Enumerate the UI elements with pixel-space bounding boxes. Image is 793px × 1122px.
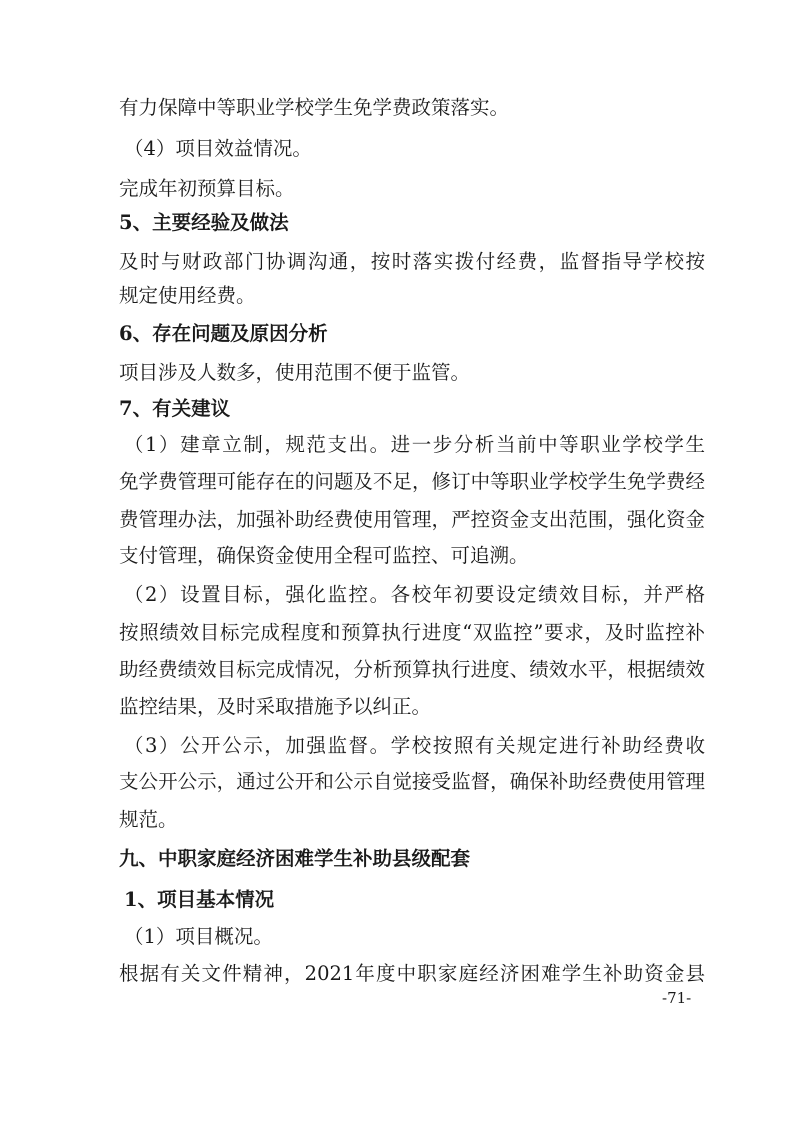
section-heading-6: 6、存在问题及原因分析 [119,322,328,345]
text-line-11: 免学费管理可能存在的问题及不足，修订中等职业学校学生免学费经 [119,470,705,493]
text-line-6: 规定使用经费。 [119,284,256,307]
text-line-14: （2）设置目标，强化监控。各校年初要设定绩效目标，并严格 [124,583,705,606]
section-heading-5: 5、主要经验及做法 [119,211,289,234]
section-heading-1: 1、项目基本情况 [124,888,275,911]
text-line-17: 监控结果，及时采取措施予以纠正。 [119,695,432,718]
text-line-15: 按照绩效目标完成程度和预算执行进度“双监控”要求，及时监控补 [119,621,705,644]
text-line-1: 有力保障中等职业学校学生免学费政策落实。 [119,96,510,119]
text-line-12: 费管理办法，加强补助经费使用管理，严控资金支出范围，强化资金 [119,508,705,531]
text-line-19: 支公开公示，通过公开和公示自觉接受监督，确保补助经费使用管理 [119,770,705,793]
text-line-23: （1）项目概况。 [124,925,273,948]
chapter-heading-9: 九、中职家庭经济困难学生补助县级配套 [119,847,471,870]
text-line-16: 助经费绩效目标完成情况，分析预算执行进度、绩效水平，根据绩效 [119,658,705,681]
text-line-2: （4）项目效益情况。 [124,137,312,160]
page-number: -71- [662,989,692,1007]
text-line-18: （3）公开公示，加强监督。学校按照有关规定进行补助经费收 [124,734,705,757]
text-line-8: 项目涉及人数多，使用范围不便于监管。 [119,361,471,384]
text-line-20: 规范。 [119,808,178,831]
text-line-24: 根据有关文件精神，2021年度中职家庭经济困难学生补助资金县 [119,962,705,985]
text-line-3: 完成年初预算目标。 [119,177,295,200]
section-heading-7: 7、有关建议 [119,397,231,420]
text-line-13: 支付管理，确保资金使用全程可监控、可追溯。 [119,544,529,567]
text-line-10: （1）建章立制，规范支出。进一步分析当前中等职业学校学生 [124,433,705,456]
text-line-5: 及时与财政部门协调沟通，按时落实拨付经费，监督指导学校按 [119,250,705,273]
